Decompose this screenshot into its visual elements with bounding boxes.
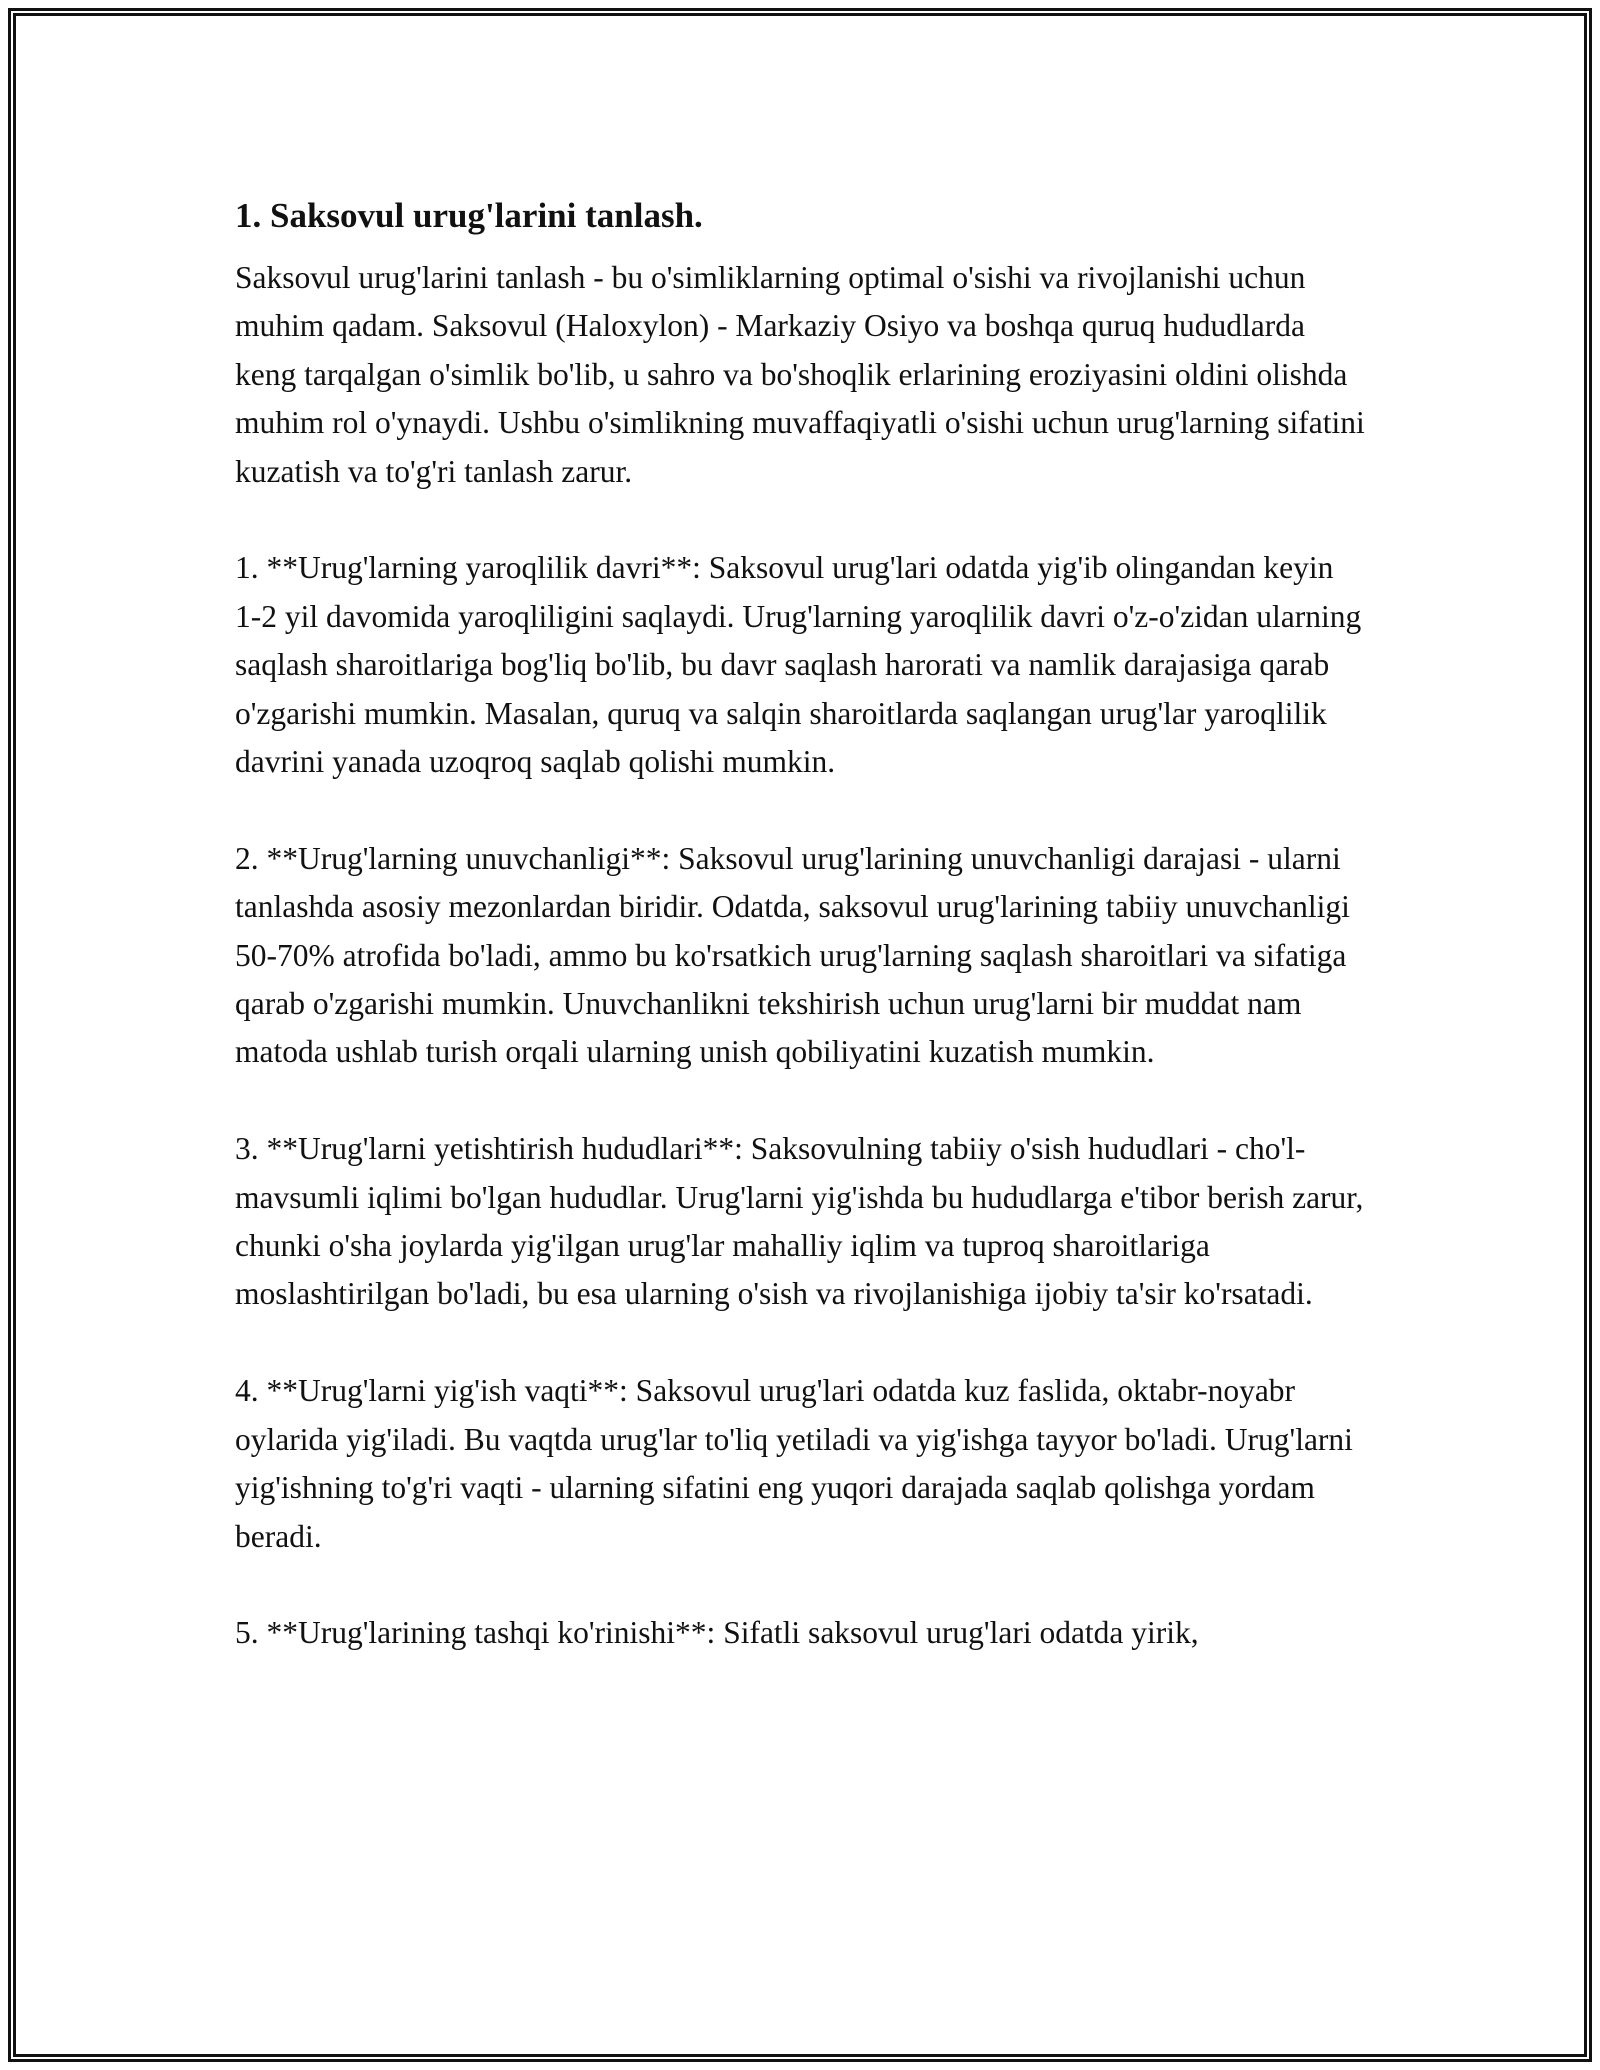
section-heading: 1. Saksovul urug'larini tanlash. (235, 196, 703, 235)
paragraph-shelf-life: 1. **Urug'larning yaroqlilik davri**: Saksovul urug'lari odatda yig'ib olingandan keyin 1-2 yil davomida yaroqliligini saqlaydi. Urug'larning yaroqlilik davri o'z-o'zidan ularning saqlash sharoitlariga bog'liq bo'lib, bu davr saqlash harorati va namlik darajasiga qarab o'zgarishi mumkin. Masalan, quruq va salqin sharoitlarda saqlangan urug'lar yaroqlilik davrini yanada uzoqroq saqlab qolishi mumkin. (235, 550, 1362, 780)
paragraph-harvest-time: 4. **Urug'larni yig'ish vaqti**: Saksovul urug'lari odatda kuz faslida, oktabr-noyabr oylarida yig'iladi. Bu vaqtda urug'lar to'liq yetiladi va yig'ishga tayyor bo'ladi. Urug'larni yig'ishning to'g'ri vaqti - ularning sifatini eng yuqori darajada saqlab qolishga yordam beradi. (235, 1373, 1353, 1554)
paragraph-growing-regions: 3. **Urug'larni yetishtirish hududlari**: Saksovulning tabiiy o'sish hududlari - cho'l-mavsumli iqlimi bo'lgan hududlar. Urug'larni yig'ishda bu hududlarga e'tibor berish zarur, chunki o'sha joylarda yig'ilgan urug'lar mahalliy iqlim va tuproq sharoitlariga moslashtirilgan bo'ladi, bu esa ularning o'sish va rivojlanishiga ijobiy ta'sir ko'rsatadi. (235, 1131, 1364, 1312)
document-body (235, 188, 1365, 1658)
intro-paragraph: Saksovul urug'larini tanlash - bu o'simliklarning optimal o'sishi va rivojlanishi uchun muhim qadam. Saksovul (Haloxylon) - Markaziy Osiyo va boshqa quruq hududlarda keng tarqalgan o'simlik bo'lib, u sahro va bo'shoqlik erlarining eroziyasini oldini olishda muhim rol o'ynaydi. Ushbu o'simlikning muvaffaqiyatli o'sishi uchun urug'larning sifatini kuzatish va to'g'ri tanlash zarur. (235, 260, 1365, 489)
paragraph-germination: 2. **Urug'larning unuvchanligi**: Saksovul urug'larining unuvchanligi darajasi - ularni tanlashda asosiy mezonlardan biridir. Odatda, saksovul urug'larining tabiiy unuvchanligi 50-70% atrofida bo'ladi, ammo bu ko'rsatkich urug'larning saqlash sharoitlari va sifatiga qarab o'zgarishi mumkin. Unuvchanlikni tekshirish uchun urug'larni bir muddat nam matoda ushlab turish orqali ularning unish qobiliyatini kuzatish mumkin. (235, 840, 1350, 1070)
paragraph-appearance: 5. **Urug'larining tashqi ko'rinishi**: Sifatli saksovul urug'lari odatda yirik, (235, 1615, 1199, 1651)
